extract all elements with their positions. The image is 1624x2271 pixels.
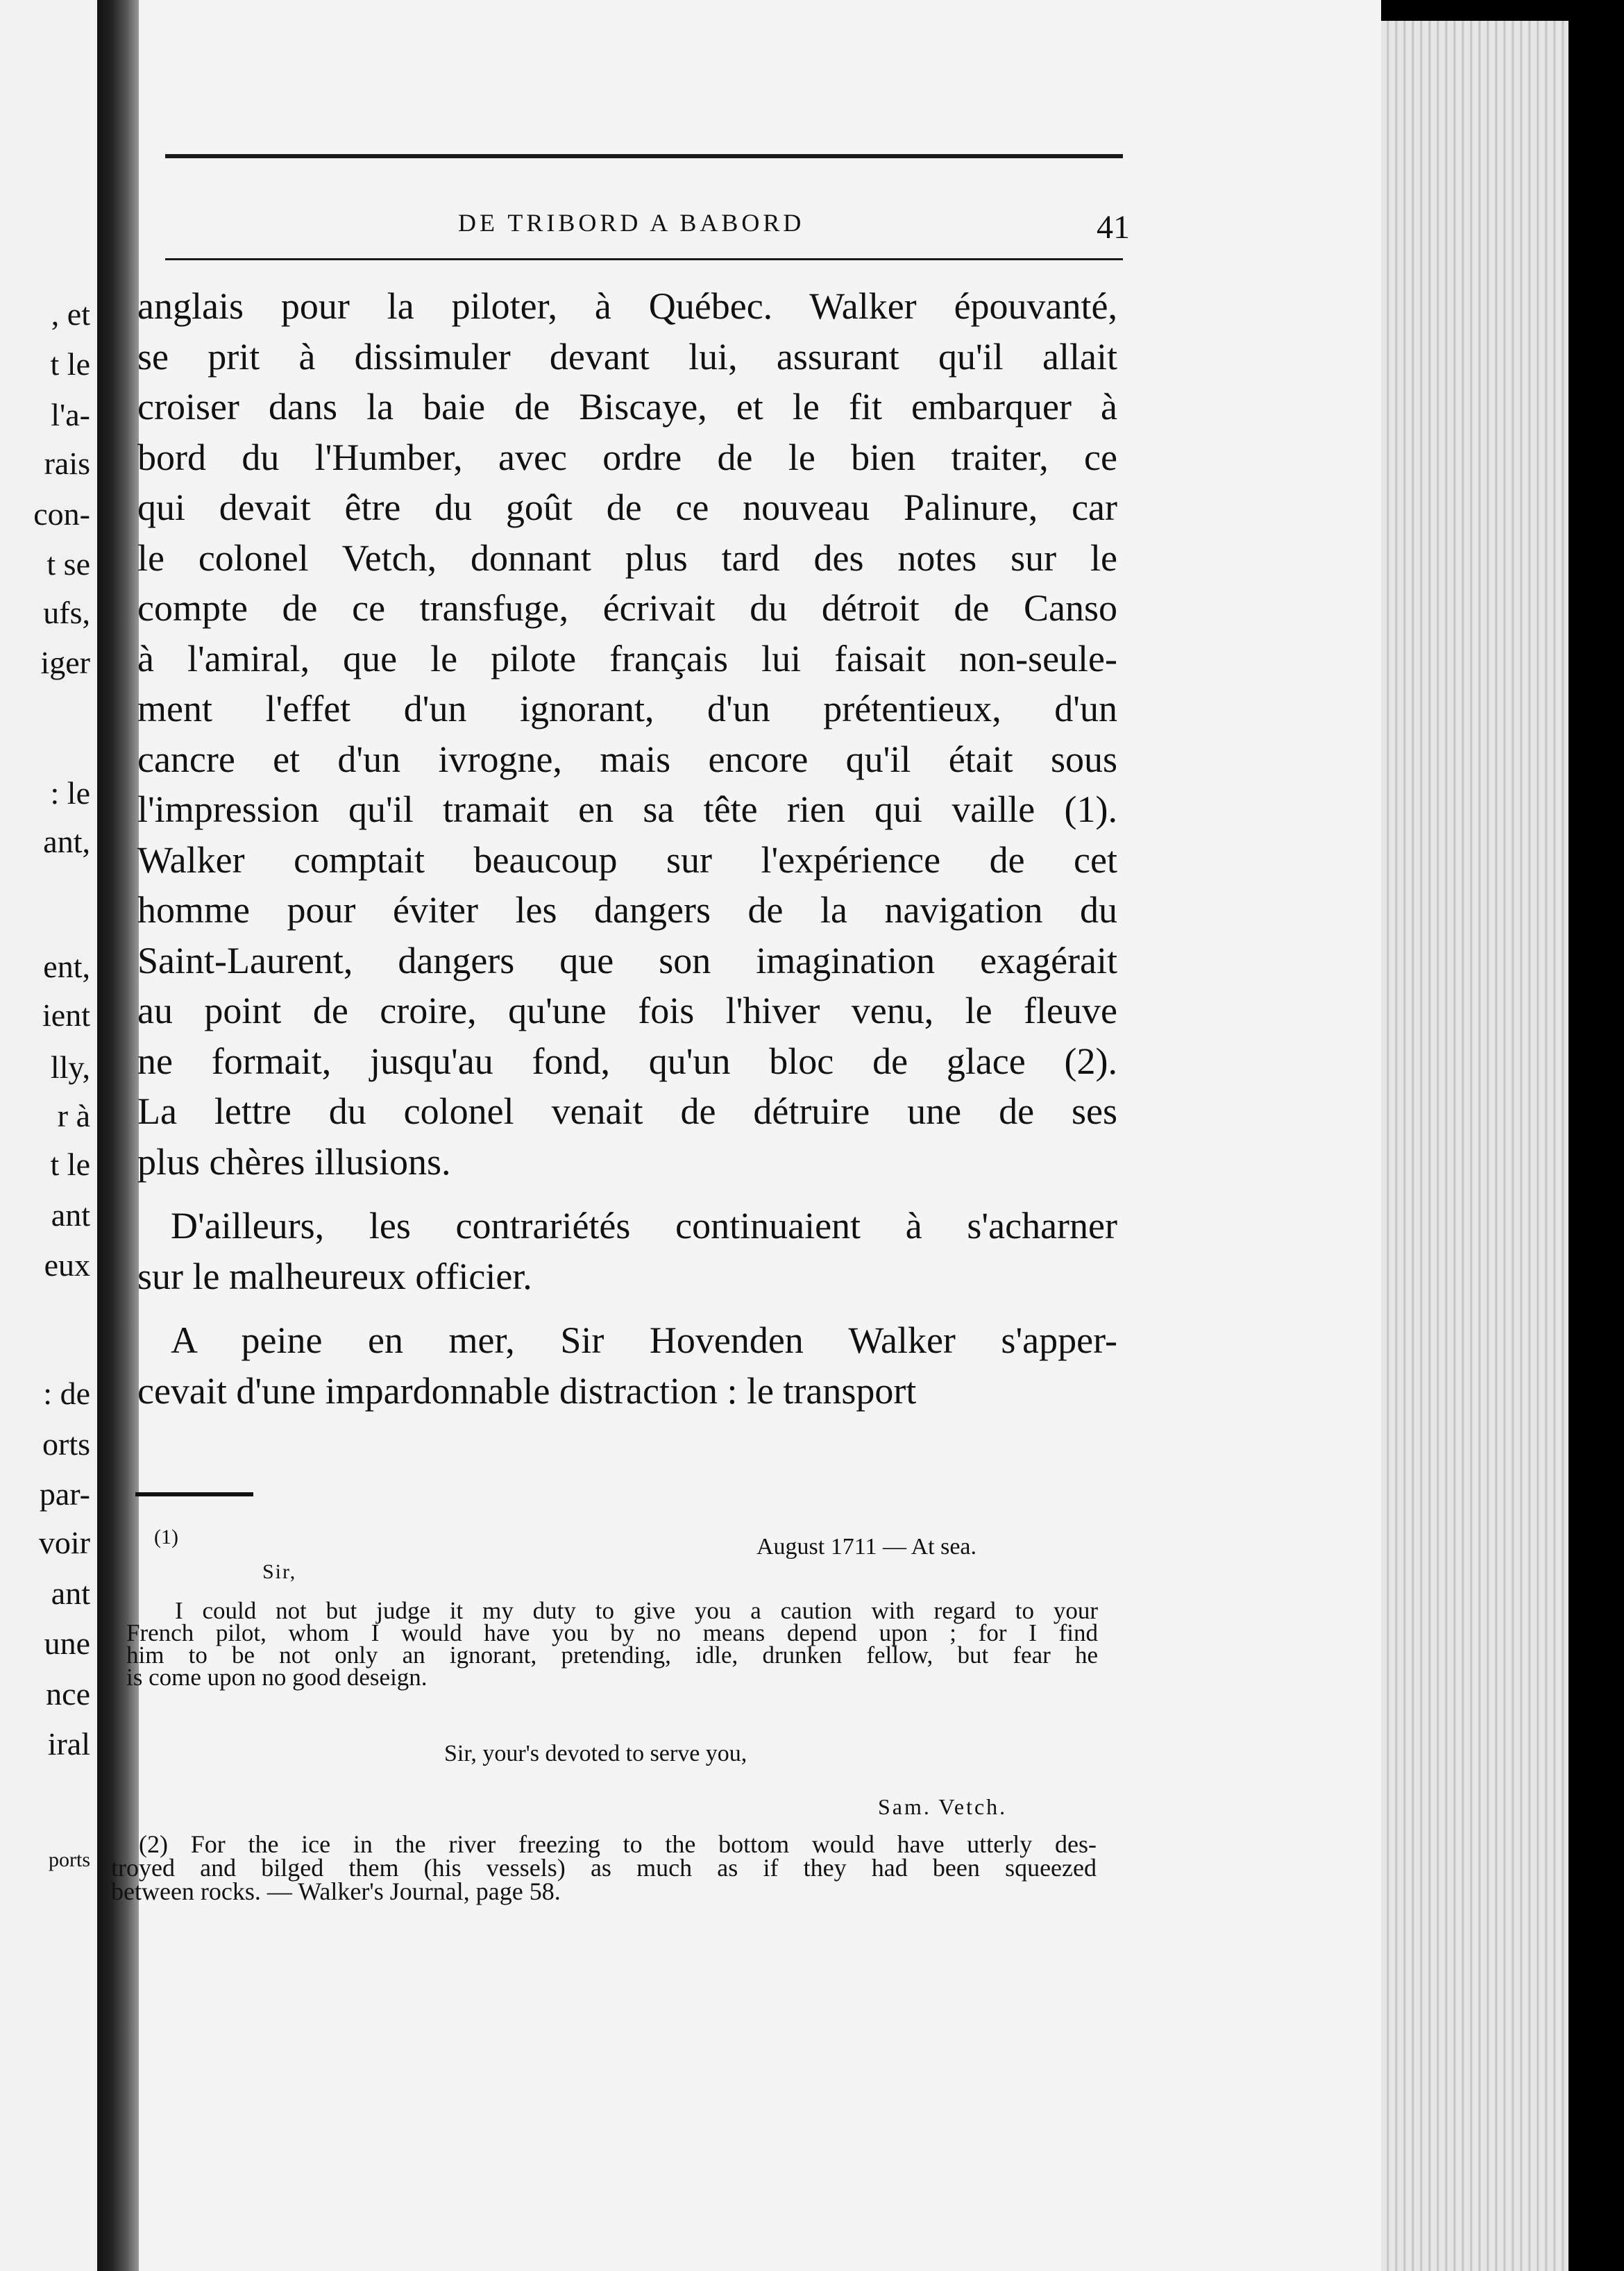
footnote-line: is come upon no good deseign. (126, 1664, 428, 1691)
text-line: se prit à dissimuler devant lui, assurant qu'il allait (137, 335, 1117, 378)
text-line: homme pour éviter les dangers de la navigation du (137, 889, 1117, 931)
facing-page-text-fragment: r à (57, 1098, 90, 1133)
text-line: croiser dans la baie de Biscaye, et le fit embarquer à (137, 386, 1117, 428)
running-title: DE TRIBORD A BABORD (458, 209, 805, 237)
text-line: ment l'effet d'un ignorant, d'un prétentieux, d'un (137, 688, 1117, 729)
footnote-1-signature: Sam. Vetch. (878, 1794, 1008, 1819)
paragraph-gap (137, 1301, 1117, 1315)
book-gutter (97, 0, 139, 2271)
facing-page-text-fragment: eux (44, 1247, 90, 1283)
text-line: bord du l'Humber, avec ordre de le bien traiter, ce (137, 436, 1117, 478)
facing-page-fragment (0, 0, 97, 2271)
facing-page-text-fragment: : de (43, 1376, 90, 1411)
footnote-line: between rocks. — Walker's Journal, page 58. (111, 1877, 561, 1905)
facing-page-text-fragment: ent, (43, 949, 90, 984)
facing-page-text-fragment: iger (40, 645, 90, 680)
footnote-line: (2) For the ice in the river freezing to the bottom would have utterly des- (139, 1830, 1097, 1858)
text-line: au point de croire, qu'une fois l'hiver venu, le fleuve (137, 990, 1117, 1031)
paragraph (137, 281, 1117, 1187)
text-line: D'ailleurs, les contrariétés continuaient à s'acharner (171, 1205, 1117, 1247)
text-line: A peine en mer, Sir Hovenden Walker s'apper- (171, 1319, 1117, 1361)
facing-page-text-fragment: t le (50, 346, 90, 382)
header-rule-bottom (165, 258, 1123, 260)
paragraph (137, 1315, 1117, 1416)
page-number: 41 (1097, 209, 1130, 246)
footnote-line: French pilot, whom I would have you by no means depend upon ; for I find (126, 1619, 1098, 1646)
footnote-1-dateline: August 1711 — At sea. (756, 1534, 977, 1560)
facing-page-text-fragment: , et (51, 296, 90, 332)
text-line: qui devait être du goût de ce nouveau Palinure, car (137, 487, 1117, 528)
page-edges (1381, 21, 1568, 2271)
body-text (137, 281, 1117, 1416)
facing-page-text-fragment: lly, (50, 1049, 90, 1085)
facing-page-text-fragment: ant (51, 1197, 90, 1233)
footnote-line: I could not but judge it my duty to give you a caution with regard to your (175, 1597, 1098, 1624)
facing-page-text-fragment: une (44, 1626, 90, 1661)
facing-page-text-fragment: con- (33, 496, 90, 532)
facing-page-text-fragment: l'a- (51, 397, 90, 432)
facing-page-text-fragment: : le (50, 775, 90, 811)
text-line: plus chères illusions. (137, 1140, 451, 1183)
facing-page-text-fragment: t se (46, 546, 90, 582)
text-line: le colonel Vetch, donnant plus tard des notes sur le (137, 537, 1117, 579)
footnote-2 (111, 1832, 1097, 1903)
text-line: compte de ce transfuge, écrivait du détroit de Canso (137, 587, 1117, 629)
footnote-1-letter (126, 1597, 1098, 1691)
facing-page-text-fragment: rais (44, 446, 90, 481)
facing-page-text-fragment: iral (47, 1726, 90, 1762)
facing-page-text-fragment: t le (50, 1147, 90, 1182)
background-corner (1381, 0, 1624, 21)
text-line: à l'amiral, que le pilote français lui faisait non-seule- (137, 637, 1117, 679)
footnote-line: him to be not only an ignorant, pretending, idle, drunken fellow, but fear he (126, 1641, 1098, 1669)
text-line: Walker comptait beaucoup sur l'expérience de cet (137, 838, 1117, 881)
text-line: cevait d'une impardonnable distraction : le transport (137, 1369, 917, 1412)
facing-page-text-fragment: nce (46, 1676, 90, 1712)
facing-page-text-fragment: orts (42, 1426, 90, 1462)
footnote-1-salutation: Sir, (262, 1560, 297, 1583)
footnote-line: troyed and bilged them (his vessels) as much as if they had been squeezed (111, 1854, 1097, 1882)
facing-page-text-fragment: ant, (43, 824, 90, 859)
footnote-separator (135, 1492, 253, 1496)
facing-page-text-fragment: ient (42, 997, 90, 1033)
text-line: ne formait, jusqu'au fond, qu'un bloc de glace (2). (137, 1040, 1117, 1082)
footnote-1-closing: Sir, your's devoted to serve you, (444, 1741, 747, 1766)
footnote-1-marker: (1) (154, 1526, 178, 1548)
header-rule-top (165, 154, 1123, 158)
facing-page-text-fragment: ports (49, 1848, 90, 1871)
text-line: Saint-Laurent, dangers que son imagination exagérait (137, 939, 1117, 981)
text-line: La lettre du colonel venait de détruire une de ses (137, 1090, 1117, 1132)
facing-page-text-fragment: ufs, (43, 595, 90, 630)
text-line: sur le malheureux officier. (137, 1255, 532, 1297)
facing-page-text-fragment: par- (39, 1476, 90, 1512)
paragraph-gap (137, 1187, 1117, 1201)
facing-page-text-fragment: voir (38, 1525, 90, 1560)
paragraph (137, 1201, 1117, 1301)
text-line: l'impression qu'il tramait en sa tête rien qui vaille (1). (137, 788, 1117, 830)
text-line: anglais pour la piloter, à Québec. Walker épouvanté, (137, 285, 1117, 327)
facing-page-text-fragment: ant (51, 1576, 90, 1611)
text-line: cancre et d'un ivrogne, mais encore qu'il était sous (137, 738, 1117, 780)
